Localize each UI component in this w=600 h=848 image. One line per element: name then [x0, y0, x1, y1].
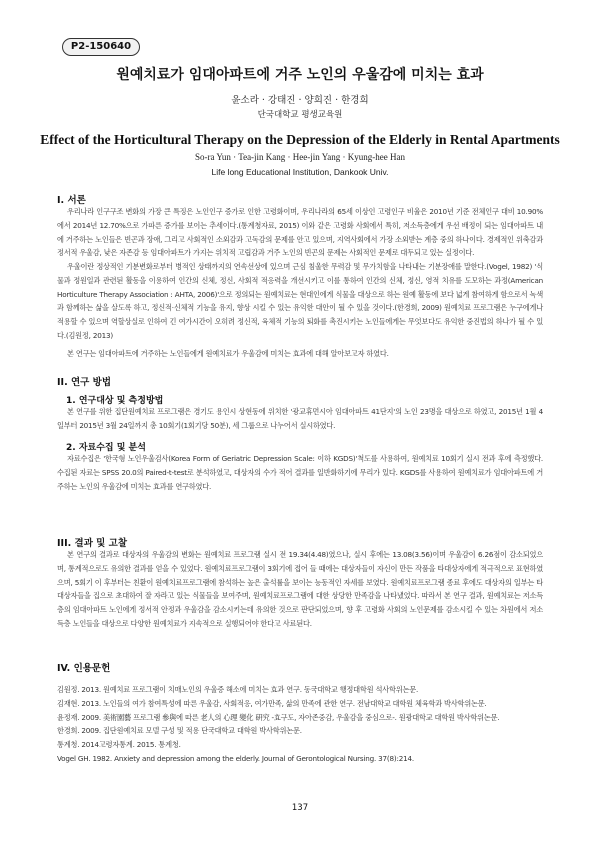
reference-item: 통계청. 2014고령자통계. 2015. 통계청. — [57, 740, 181, 750]
method-paragraph-2: 자료수집은 '한국형 노인우울검사(Korea Form of Geriatric Depression Scale: 이하 KGDS)'척도를 사용하여, 원예치료 10회기 실시 전과 후에 측정했다. 수집된 자료는 SPSS 20.0의 Paired-t-test로 분석하였고, 대상자의 수가 적어 결과를 일반화하기에 무리가 있다. KGDS를 사용하여 원예치료가 임대아파트에 거주하는 노인의 우울감에 미치는 효과를 연구하였다. — [57, 454, 543, 491]
references-list — [57, 683, 543, 766]
english-authors: So-ra Yun · Tea-jin Kang · Hee-jin Yang · Kyung-hee Han — [194, 152, 406, 162]
method-subheading-1: 1. 연구대상 및 측정방법 — [66, 396, 164, 406]
intro-heading: I. 서론 — [57, 195, 86, 206]
reference-item: 김재현. 2013. 노인들의 여가 참여특성에 따른 우울감, 사회적응, 여가만족, 삶의 만족에 관한 연구. 전남대학교 대학원 체육학과 박사학위논문. — [57, 698, 487, 708]
method-subheading-2: 2. 자료수집 및 분석 — [66, 443, 146, 453]
paper-id-badge: P2-150640 — [62, 38, 140, 56]
results-heading: III. 결과 및 고찰 — [57, 538, 128, 549]
intro-paragraph-2: 우울이란 정상적인 기분변화로부터 병적인 상태까지의 연속선상에 있으며 근심 침울한 무력감 및 무가치함을 나타내는 기분장애를 말한다.(Vogel, 1982) '식물과 정원일과 관련된 활동을 이용하여 인간의 신체, 정신, 사회적 적응력을 개선시키고 이를 통하여 인간의 신체, 정신, 영적 치유를 도모하는 과정(American Horticulture Therapy Association : AHTA, 2006)'으로 정의되는 원예치료는 현대인에게 식물을 대상으로 하는 원예 활동에 보다 넓게 참여하게 함으로서 녹색과 함께하는 삶을 살도록 하고, 정신적·신체적 기능을 유지, 향상 시킬 수 있는 유익한 대안이 될 수 있을 것이다.(한경희, 2009) 원예치료 프로그램은 누구에게나 적용할 수 있으며 역할상실로 인하여 긴 여가시간이 오히려 정신적, 육체적 기능의 퇴화를 촉진시키는 노인들에게는 무엇보다도 유익한 중진법의 하나가 될 수 있다.(김원정, 2013) — [57, 262, 543, 340]
method-paragraph-1: 본 연구를 위한 집단원예치료 프로그램은 경기도 용인시 상현동에 위치한 '광교휴먼시아 임대아파트 41단지'의 노인 23명을 대상으로 하였고, 2015년 1월 4일부터 2015년 3월 24일까지 총 10회기(1회기당 50분), 세 그룹으로 나누어서 실시하였다. — [57, 407, 543, 430]
intro-paragraph-1: 우리나라 인구구조 변화의 가장 큰 특징은 노인인구 증가로 인한 고령화이며, 우리나라의 65세 이상인 고령인구 비율은 2010년 기준 전체인구 대비 10.90%에서 2014년 12.70%으로 가파른 증가를 보이는 추세이다.(통계청자료, 2015) 이와 같은 고령화 사회에서 특히, 저소득층에게 우선 배정이 되는 임대아파트 내에 거주하는 노인들은 빈곤과 장애, 그리고 사회적인 소외감과 고독감의 문제를 안고 있으며, 지역사회에서 가장 소외받는 계층 중의 하나이다. 경제적인 위축감과 정서적 우울감, 낮은 자존감 등 임대아파트가 가지는 위치적 고립감과 거주 노인의 빈곤의 문제는 사회적인 문제로 대두되고 있는 실정이다. — [57, 207, 543, 258]
english-affiliation: Life long Educational Institution, Dankook Univ. — [211, 167, 389, 177]
reference-item: 한경희. 2009. 집단원예치료 모델 구성 및 적용 단국대학교 대학원 박사학위논문. — [57, 726, 302, 736]
korean-title: 원예치료가 임대아파트에 거주 노인의 우울감에 미치는 효과 — [116, 67, 484, 83]
korean-affiliation: 단국대학교 평생교육원 — [257, 110, 343, 120]
korean-authors: 윤소라 · 강태진 · 양희진 · 한경희 — [231, 95, 369, 106]
results-paragraph: 본 연구의 결과로 대상자의 우울감의 변화는 원예치료 프로그램 실시 전 19.34(4.48)였으나, 실시 후에는 13.08(3.56)이며 우울감이 6.26점이 감소되었으며, 통계적으로도 유의한 결과를 얻을 수 있었다. 원예치료프로그램이 3회기에 접어 들 때에는 대상자들이 자신이 만든 작품을 타대상자에게 적극적으로 표현하였으며, 5회기 이 후부터는 친환이 원예치료프로그램에 참석하는 높은 출석률을 보이는 능동적인 자세를 보였다. 원예치료프로그램 종료 후에도 대상자의 일부는 타대상자들을 집으로 초대하여 잘 자라고 있는 식물들을 보여주며, 원예치료프로그램에 대한 상당한 만족감을 나타냈었다. 따라서 본 연구 결과, 원예치료는 저소득층의 임대아파트 노인에게 정서적 안정과 우울감을 감소시키는데 유의한 것으로 판단되었으며, 향 후 고령화 사회의 노인문제를 감소시킬 수 있는 차원에서 저소득층 노인들을 대상으로 다양한 원예치료가 지속적으로 실행되어야 한다고 사료된다. — [57, 550, 543, 628]
reference-item: Vogel GH. 1982. Anxiety and depression among the elderly. Journal of Gerontological Nursing. 37(8):214. — [57, 753, 414, 763]
english-title: Effect of the Horticultural Therapy on the Depression of the Elderly in Rental Apartments — [40, 132, 560, 147]
method-heading: II. 연구 방법 — [57, 377, 112, 388]
reference-item: 김원정. 2013. 원예치료 프로그램이 치매노인의 우울증 해소에 미치는 효과 연구. 동국대학교 행정대학원 석사학위논문. — [57, 685, 419, 694]
page-number: 137 — [291, 803, 309, 813]
reference-item: 윤정재. 2009. 美術園藝 프로그램 參與에 따른 老人의 心理 變化 硏究 -효구도, 자아존중감, 우울감을 중심으로-. 원광대학교 대학원 박사학위논문. — [57, 712, 500, 722]
intro-paragraph-3: 본 연구는 임대아파트에 거주하는 노인들에게 원예치료가 우울감에 미치는 효과에 대해 알아보고자 하였다. — [67, 349, 389, 358]
references-heading: IV. 인용문헌 — [57, 663, 111, 674]
